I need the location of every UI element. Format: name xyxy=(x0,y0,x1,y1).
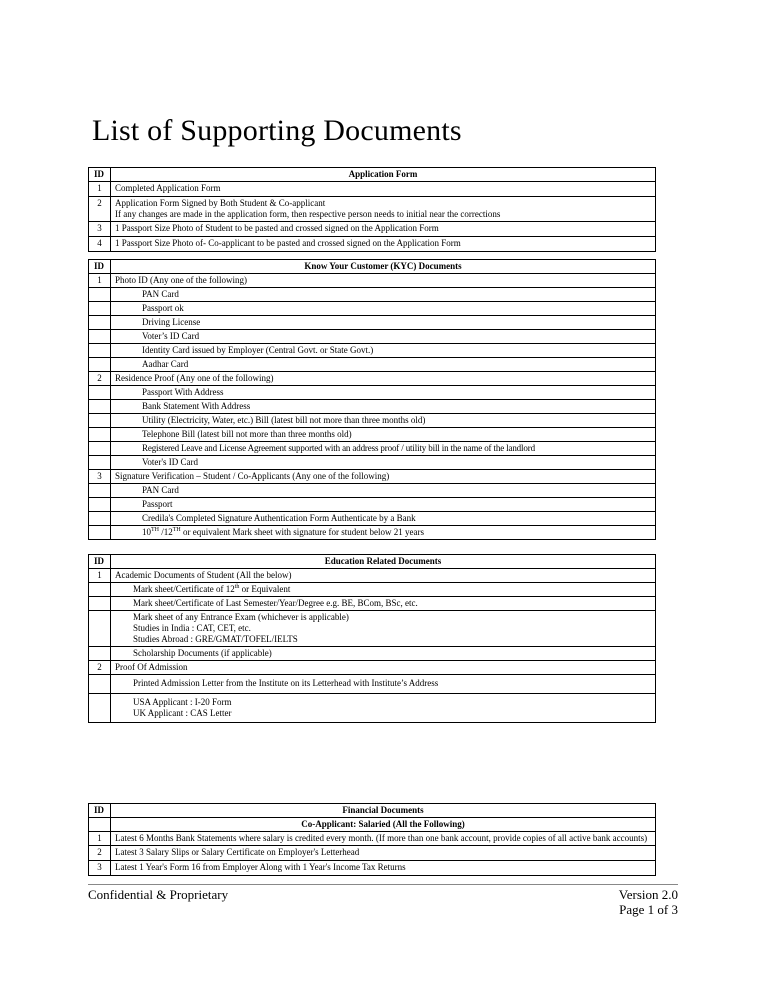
kyc-documents-table xyxy=(88,259,656,540)
list-item-text: Registered Leave and License Agreement supported with an address proof / utility bill in the name of the landlord xyxy=(111,442,656,456)
application-form-table xyxy=(88,167,656,252)
list-item xyxy=(89,611,656,647)
text-part: 10 xyxy=(142,527,151,537)
table-row xyxy=(89,569,656,583)
section-subheader: Co-Applicant: Salaried (All the Following) xyxy=(111,818,656,832)
id-header: ID xyxy=(89,260,111,274)
superscript: TH xyxy=(151,527,159,533)
education-documents-table xyxy=(88,554,656,723)
table-row xyxy=(89,470,656,484)
table-row xyxy=(89,182,656,197)
list-item-text xyxy=(111,694,656,723)
row-text xyxy=(111,197,656,222)
list-item xyxy=(89,316,656,330)
row-text-line: Application Form Signed by Both Student & Co-applicant xyxy=(115,198,326,208)
id-header: ID xyxy=(89,804,111,818)
row-id: 3 xyxy=(89,222,111,237)
list-item xyxy=(89,288,656,302)
list-item-text: Passport With Address xyxy=(111,386,656,400)
list-item-text: Passport ok xyxy=(111,302,656,316)
table-row xyxy=(89,197,656,222)
footer-version: Version 2.0 xyxy=(618,887,678,902)
section-header: Financial Documents xyxy=(111,804,656,818)
row-text: 1 Passport Size Photo of- Co-applicant to be pasted and crossed signed on the Application Form xyxy=(111,237,656,252)
id-header: ID xyxy=(89,555,111,569)
text-line: Studies Abroad : GRE/GMAT/TOFEL/IELTS xyxy=(133,634,298,644)
superscript: th xyxy=(234,584,240,590)
row-id: 4 xyxy=(89,237,111,252)
list-item-text: Passport xyxy=(111,498,656,512)
list-item xyxy=(89,428,656,442)
list-item xyxy=(89,442,656,456)
list-item-text: Scholarship Documents (if applicable) xyxy=(111,647,656,661)
list-item xyxy=(89,694,656,723)
table-row xyxy=(89,661,656,675)
footer-page-number: Page 1 of 3 xyxy=(619,902,678,917)
row-id: 2 xyxy=(89,197,111,222)
list-item xyxy=(89,400,656,414)
list-item-text: Mark sheet/Certificate of Last Semester/Year/Degree e.g. BE, BCom, BSc, etc. xyxy=(111,597,656,611)
row-id: 1 xyxy=(89,569,111,583)
list-item xyxy=(89,414,656,428)
section-header: Application Form xyxy=(111,168,656,182)
list-item-text: Aadhar Card xyxy=(111,358,656,372)
row-text: Completed Application Form xyxy=(111,182,656,197)
row-text: Residence Proof (Any one of the following) xyxy=(111,372,656,386)
list-item-text: Voter’s ID Card xyxy=(111,330,656,344)
table-header-row xyxy=(89,804,656,818)
list-item-text: Printed Admission Letter from the Institute on its Letterhead with Institute’s Address xyxy=(111,675,656,694)
footer-confidential: Confidential & Proprietary xyxy=(88,887,229,902)
list-item-text: Identity Card issued by Employer (Central Govt. or State Govt.) xyxy=(111,344,656,358)
list-item-text: Voter's ID Card xyxy=(111,456,656,470)
row-text: Academic Documents of Student (All the below) xyxy=(111,569,656,583)
text-line: UK Applicant : CAS Letter xyxy=(133,708,232,718)
list-item xyxy=(89,484,656,498)
page-title: List of Supporting Documents xyxy=(92,114,462,147)
row-id: 2 xyxy=(89,661,111,675)
table-header-row xyxy=(89,555,656,569)
row-id: 1 xyxy=(89,832,111,846)
row-id: 1 xyxy=(89,182,111,197)
list-item-text: Credila's Completed Signature Authentication Form Authenticate by a Bank xyxy=(111,512,656,526)
text-line: Mark sheet of any Entrance Exam (whichever is applicable) xyxy=(133,612,349,622)
list-item xyxy=(89,344,656,358)
row-id: 2 xyxy=(89,372,111,386)
row-text: 1 Passport Size Photo of Student to be pasted and crossed signed on the Application Form xyxy=(111,222,656,237)
list-item xyxy=(89,358,656,372)
text-part: Mark sheet/Certificate of 12 xyxy=(133,584,235,594)
list-item xyxy=(89,675,656,694)
row-id: 2 xyxy=(89,846,111,861)
section-header: Education Related Documents xyxy=(111,555,656,569)
list-item-text: PAN Card xyxy=(111,484,656,498)
table-row xyxy=(89,861,656,876)
table-row xyxy=(89,832,656,846)
list-item-text: Driving License xyxy=(111,316,656,330)
list-item xyxy=(89,456,656,470)
id-header: ID xyxy=(89,168,111,182)
list-item xyxy=(89,583,656,597)
list-item xyxy=(89,386,656,400)
sub-header-row xyxy=(89,818,656,832)
list-item xyxy=(89,498,656,512)
list-item xyxy=(89,526,656,540)
row-text: Signature Verification – Student / Co-Applicants (Any one of the following) xyxy=(111,470,656,484)
text-line: USA Applicant : I-20 Form xyxy=(133,697,232,707)
row-text: Proof Of Admission xyxy=(111,661,656,675)
list-item-text: Utility (Electricity, Water, etc.) Bill (latest bill not more than three months old) xyxy=(111,414,656,428)
row-text: Latest 1 Year's Form 16 from Employer Along with 1 Year's Income Tax Returns xyxy=(111,861,656,876)
row-id: 3 xyxy=(89,470,111,484)
row-text: Latest 3 Salary Slips or Salary Certificate on Employer's Letterhead xyxy=(111,846,656,861)
row-id: 1 xyxy=(89,274,111,288)
table-header-row xyxy=(89,168,656,182)
row-text: Photo ID (Any one of the following) xyxy=(111,274,656,288)
table-header-row xyxy=(89,260,656,274)
row-text: Latest 6 Months Bank Statements where salary is credited every month. (If more than one bank account, provide copies of all active bank accounts) xyxy=(111,832,656,846)
section-header: Know Your Customer (KYC) Documents xyxy=(111,260,656,274)
table-row xyxy=(89,372,656,386)
list-item-text xyxy=(111,611,656,647)
list-item xyxy=(89,597,656,611)
list-item xyxy=(89,302,656,316)
table-row xyxy=(89,274,656,288)
list-item xyxy=(89,330,656,344)
superscript: TH xyxy=(172,527,181,533)
text-line: Studies in India : CAT, CET, etc. xyxy=(133,623,251,633)
list-item-text xyxy=(111,526,656,540)
list-item-text: PAN Card xyxy=(111,288,656,302)
text-part: /12 xyxy=(159,527,173,537)
table-row xyxy=(89,237,656,252)
list-item-text: Bank Statement With Address xyxy=(111,400,656,414)
table-row xyxy=(89,846,656,861)
row-text-line: If any changes are made in the application form, then respective person needs to initial near the corrections xyxy=(115,209,501,219)
list-item xyxy=(89,512,656,526)
list-item-text: Telephone Bill (latest bill not more than three months old) xyxy=(111,428,656,442)
text-part: or equivalent Mark sheet with signature for student below 21 years xyxy=(180,527,424,537)
list-item-text xyxy=(111,583,656,597)
text-part: or Equivalent xyxy=(239,584,291,594)
financial-documents-table xyxy=(88,803,656,876)
footer-divider xyxy=(88,884,678,885)
footer-info xyxy=(619,887,678,917)
list-item xyxy=(89,647,656,661)
row-id: 3 xyxy=(89,861,111,876)
table-row xyxy=(89,222,656,237)
